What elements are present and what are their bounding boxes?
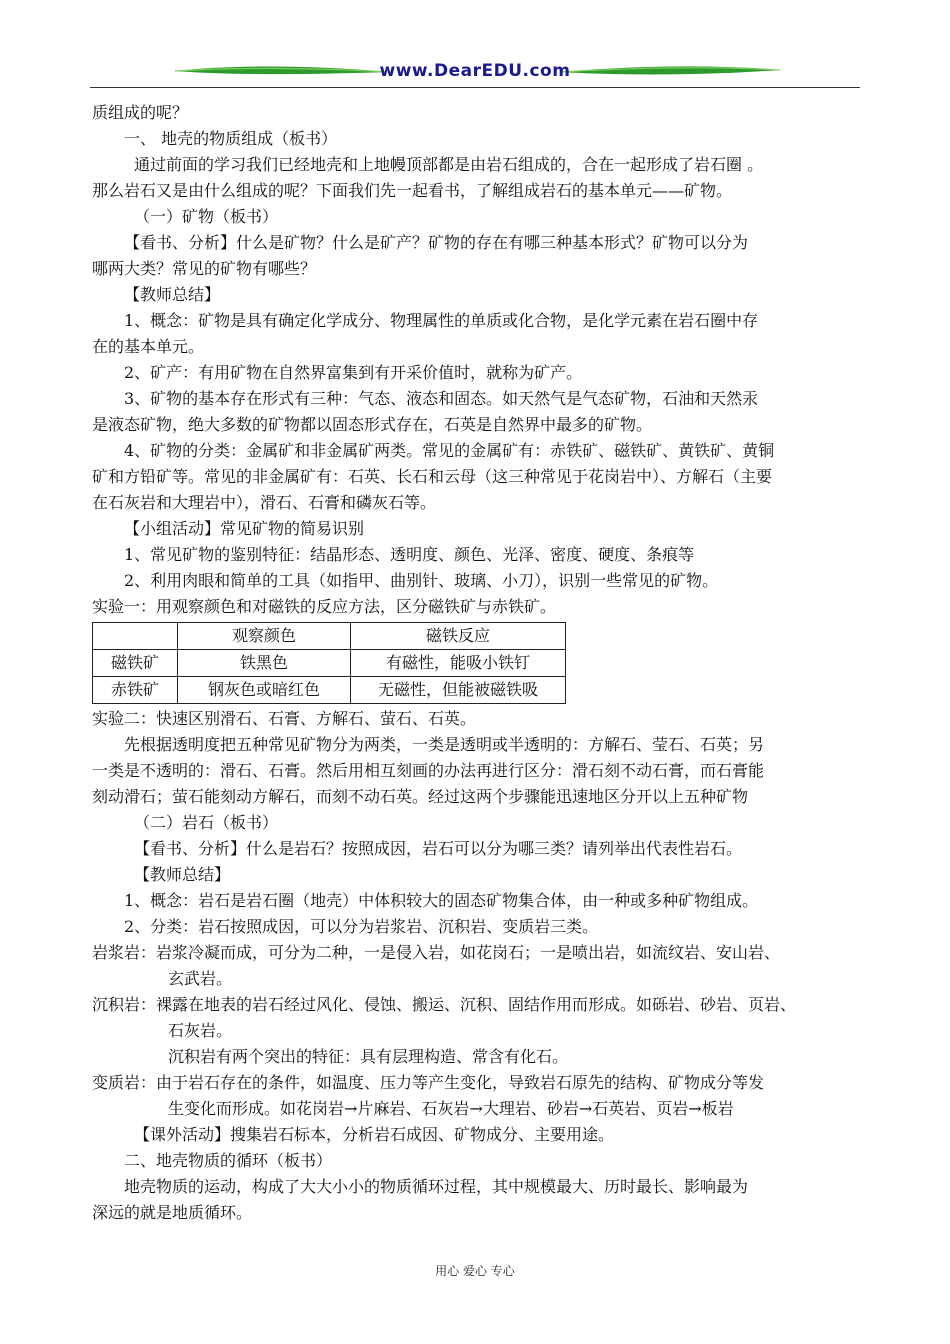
document-body — [92, 100, 864, 1226]
table-cell: 无磁性，但能被磁铁吸 — [351, 677, 566, 704]
paragraph-line: 【教师总结】 — [124, 285, 221, 304]
text-section-1 — [92, 100, 864, 620]
paragraph-line: 1、常见矿物的鉴别特征：结晶形态、透明度、颜色、光泽、密度、硬度、条痕等 — [124, 545, 695, 564]
paragraph-line: 1、概念：矿物是具有确定化学成分、物理属性的单质或化合物，是化学元素在岩石圈中存 — [124, 311, 759, 330]
table-cell: 磁铁矿 — [93, 650, 178, 677]
paragraph-line: 实验二：快速区别滑石、石膏、方解石、萤石、石英。 — [92, 709, 477, 728]
paragraph-line: 在的基本单元。 — [92, 337, 205, 356]
table-header-cell: 磁铁反应 — [351, 623, 566, 650]
paragraph-line: 哪两大类？常见的矿物有哪些？ — [92, 259, 317, 278]
paragraph-line: 4、矿物的分类：金属矿和非金属矿两类。常见的金属矿有：赤铁矿、磁铁矿、黄铁矿、黄铜 — [124, 441, 775, 460]
paragraph-line: （一）矿物（板书） — [134, 207, 279, 226]
table-cell: 赤铁矿 — [93, 677, 178, 704]
paragraph-line: 3、矿物的基本存在形式有三种：气态、液态和固态。如天然气是气态矿物，石油和天然汞 — [124, 389, 759, 408]
paragraph-line: 刻动滑石；萤石能刻动方解石，而刻不动石英。经过这两个步骤能迅速地区分开以上五种矿物 — [92, 787, 749, 806]
paragraph-line: 深远的就是地质循环。 — [92, 1203, 253, 1222]
paragraph-line: 质组成的呢？ — [92, 103, 189, 122]
paragraph-line: 2、利用肉眼和简单的工具（如指甲、曲别针、玻璃、小刀），识别一些常见的矿物。 — [124, 571, 719, 590]
header-divider — [90, 87, 860, 88]
paragraph-line: 通过前面的学习我们已经地壳和上地幔顶部都是由岩石组成的，合在一起形成了岩石圈 。 — [134, 155, 764, 174]
paragraph-line: 岩浆岩：岩浆冷凝而成，可分为二种，一是侵入岩，如花岗石；一是喷出岩，如流纹岩、安山岩、 — [92, 943, 781, 962]
paragraph-line: 沉积岩：裸露在地表的岩石经过风化、侵蚀、搬运、沉积、固结作用而形成。如砾岩、砂岩、页岩、 — [92, 995, 797, 1014]
paragraph-line: 2、分类：岩石按照成因，可以分为岩浆岩、沉积岩、变质岩三类。 — [124, 917, 599, 936]
paragraph-line: 【课外活动】搜集岩石标本，分析岩石成因、矿物成分、主要用途。 — [134, 1125, 615, 1144]
paragraph-line: 一类是不透明的：滑石、石膏。然后用相互刻画的办法再进行区分：滑石刻不动石膏，而石膏能 — [92, 761, 765, 780]
paragraph-line: 【小组活动】常见矿物的简易识别 — [124, 519, 365, 538]
page-footer: 用心 爱心 专心 — [435, 1264, 515, 1278]
table-header-cell — [93, 623, 178, 650]
site-header-logo — [90, 58, 860, 90]
paragraph-line: 实验一：用观察颜色和对磁铁的反应方法，区分磁铁矿与赤铁矿。 — [92, 597, 557, 616]
paragraph-line: 【教师总结】 — [134, 865, 231, 884]
mineral-comparison-table — [92, 622, 566, 704]
paragraph-line: 沉积岩有两个突出的特征：具有层理构造、常含有化石。 — [168, 1047, 569, 1066]
paragraph-line: 【看书、分析】什么是岩石？按照成因，岩石可以分为哪三类？请列举出代表性岩石。 — [134, 839, 743, 858]
paragraph-line: （二）岩石（板书） — [134, 813, 279, 832]
paragraph-line: 【看书、分析】什么是矿物？什么是矿产？矿物的存在有哪三种基本形式？矿物可以分为 — [124, 233, 749, 252]
table-cell: 铁黑色 — [178, 650, 351, 677]
paragraph-line: 石灰岩。 — [168, 1021, 233, 1040]
paragraph-line: 2、矿产：有用矿物在自然界富集到有开采价值时，就称为矿产。 — [124, 363, 583, 382]
table-header-cell: 观察颜色 — [178, 623, 351, 650]
paragraph-line: 在石灰岩和大理岩中），滑石、石膏和磷灰石等。 — [92, 493, 437, 512]
paragraph-line: 是液态矿物，绝大多数的矿物都以固态形式存在，石英是自然界中最多的矿物。 — [92, 415, 653, 434]
site-logo-text: www.DearEDU.com — [379, 61, 571, 81]
paragraph-line: 生变化而形成。如花岗岩→片麻岩、石灰岩→大理岩、砂岩→石英岩、页岩→板岩 — [168, 1099, 734, 1118]
paragraph-line: 1、概念：岩石是岩石圈（地壳）中体积较大的固态矿物集合体，由一种或多种矿物组成。 — [124, 891, 759, 910]
text-section-2 — [92, 706, 864, 1226]
table-header-row — [93, 623, 566, 650]
paragraph-line: 一、 地壳的物质组成（板书） — [124, 129, 338, 148]
table-row — [93, 650, 566, 677]
paragraph-line: 玄武岩。 — [168, 969, 233, 988]
paragraph-line: 先根据透明度把五种常见矿物分为两类，一类是透明或半透明的：方解石、莹石、石英；另 — [124, 735, 765, 754]
table-cell: 钢灰色或暗红色 — [178, 677, 351, 704]
paragraph-line: 地壳物质的运动，构成了大大小小的物质循环过程，其中规模最大、历时最长、影响最为 — [124, 1177, 749, 1196]
paragraph-line: 变质岩：由于岩石存在的条件，如温度、压力等产生变化，导致岩石原先的结构、矿物成分等发 — [92, 1073, 765, 1092]
table-cell: 有磁性，能吸小铁钉 — [351, 650, 566, 677]
table-row — [93, 677, 566, 704]
paragraph-line: 矿和方铅矿等。常见的非金属矿有：石英、长石和云母（这三种常见于花岗岩中）、方解石（主要 — [92, 467, 773, 486]
paragraph-line: 那么岩石又是由什么组成的呢？下面我们先一起看书，了解组成岩石的基本单元——矿物。 — [92, 181, 733, 200]
paragraph-line: 二、地壳物质的循环（板书） — [124, 1151, 333, 1170]
